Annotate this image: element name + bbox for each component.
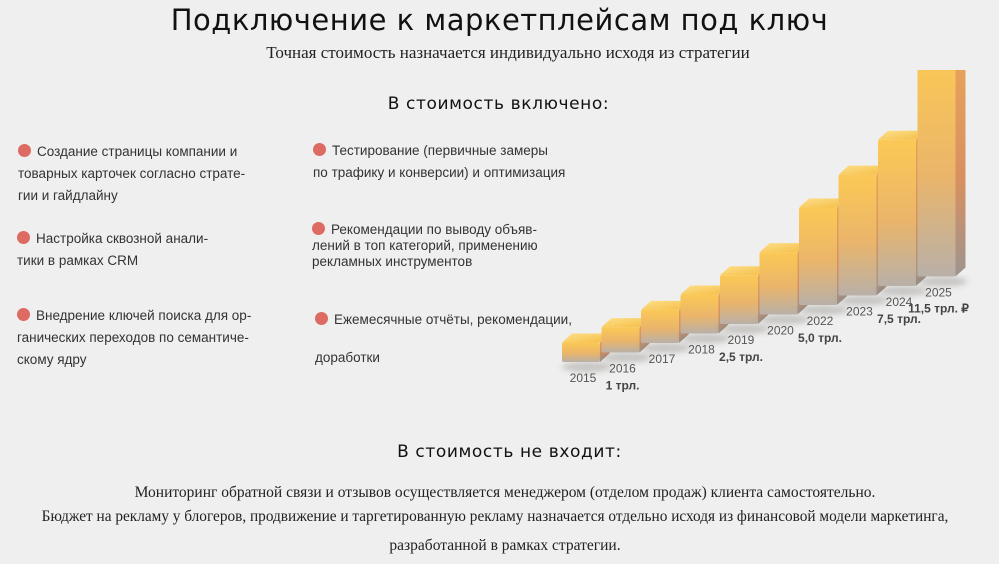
tick-label-2015: 2015 <box>569 371 597 385</box>
included-item-text: Рекомендации по выводу объяв- лений в топ категорий, применению рекламных инструментов <box>312 222 538 269</box>
tick-label-2017: 2017 <box>648 352 676 366</box>
tick-label-2020: 2020 <box>767 323 794 338</box>
included-item-2 <box>17 228 208 272</box>
bullet-dot-icon <box>17 308 30 321</box>
included-item-text: Внедрение ключей поиска для ор- ганических переходов по семантиче- скому ядру <box>17 308 252 367</box>
excluded-line-3: разработанной в рамках стратегии. <box>389 537 621 554</box>
excluded-line-1: Мониторинг обратной связи и отзывов осуществляется менеджером (отделом продаж) клиента самостоятельно. <box>134 484 876 501</box>
included-item-text: Ежемесячные отчёты, рекомендации, доработки <box>315 312 572 365</box>
page-subtitle: Точная стоимость назначается индивидуально исходя из стратегии <box>266 43 750 62</box>
tick-label-2016: 2016 <box>609 361 636 376</box>
included-heading: В стоимость включено: <box>387 94 610 114</box>
data-label-2024: 7,5 трл. <box>877 312 921 326</box>
data-label-2025: 11,5 трл. ₽ <box>908 301 969 316</box>
included-item-4 <box>313 140 565 184</box>
market-growth-chart <box>550 70 999 420</box>
tick-label-2019: 2019 <box>727 333 755 347</box>
bullet-dot-icon <box>18 144 31 157</box>
data-label-2019: 2,5 трл. <box>719 350 763 364</box>
tick-label-2023: 2023 <box>846 304 873 319</box>
excluded-heading: В стоимость не входит: <box>397 442 622 462</box>
tick-label-2024: 2024 <box>885 295 913 309</box>
tick-label-2018: 2018 <box>688 342 715 357</box>
tick-label-2022: 2022 <box>806 314 834 328</box>
included-item-text: Тестирование (первичные замеры по трафику и конверсии) и оптимизация <box>313 143 566 180</box>
bullet-dot-icon <box>17 231 30 244</box>
included-item-text: Настройка сквозной анали- тики в рамках CRM <box>17 231 209 268</box>
included-item-6 <box>315 310 572 367</box>
bullet-dot-icon <box>312 222 325 235</box>
data-label-2022: 5,0 трл. <box>798 331 842 345</box>
bar-2025 <box>918 70 968 287</box>
tick-label-2025: 2025 <box>925 285 952 300</box>
data-label-2016: 1 трл. <box>605 378 640 393</box>
included-item-text: Создание страницы компании и товарных карточек согласно страте- гии и гайдлайну <box>18 144 246 203</box>
bullet-dot-icon <box>313 143 326 156</box>
bullet-dot-icon <box>315 312 328 325</box>
included-item-1 <box>18 141 245 207</box>
included-item-5 <box>312 222 538 270</box>
included-item-3 <box>17 305 251 371</box>
excluded-line-2: Бюджет на рекламу у блогеров, продвижение и таргетированную рекламу назначается отдельно исходя из финансовой модели маркетинга, <box>41 508 949 525</box>
page-title: Подключение к маркетплейсам под ключ <box>170 3 829 37</box>
